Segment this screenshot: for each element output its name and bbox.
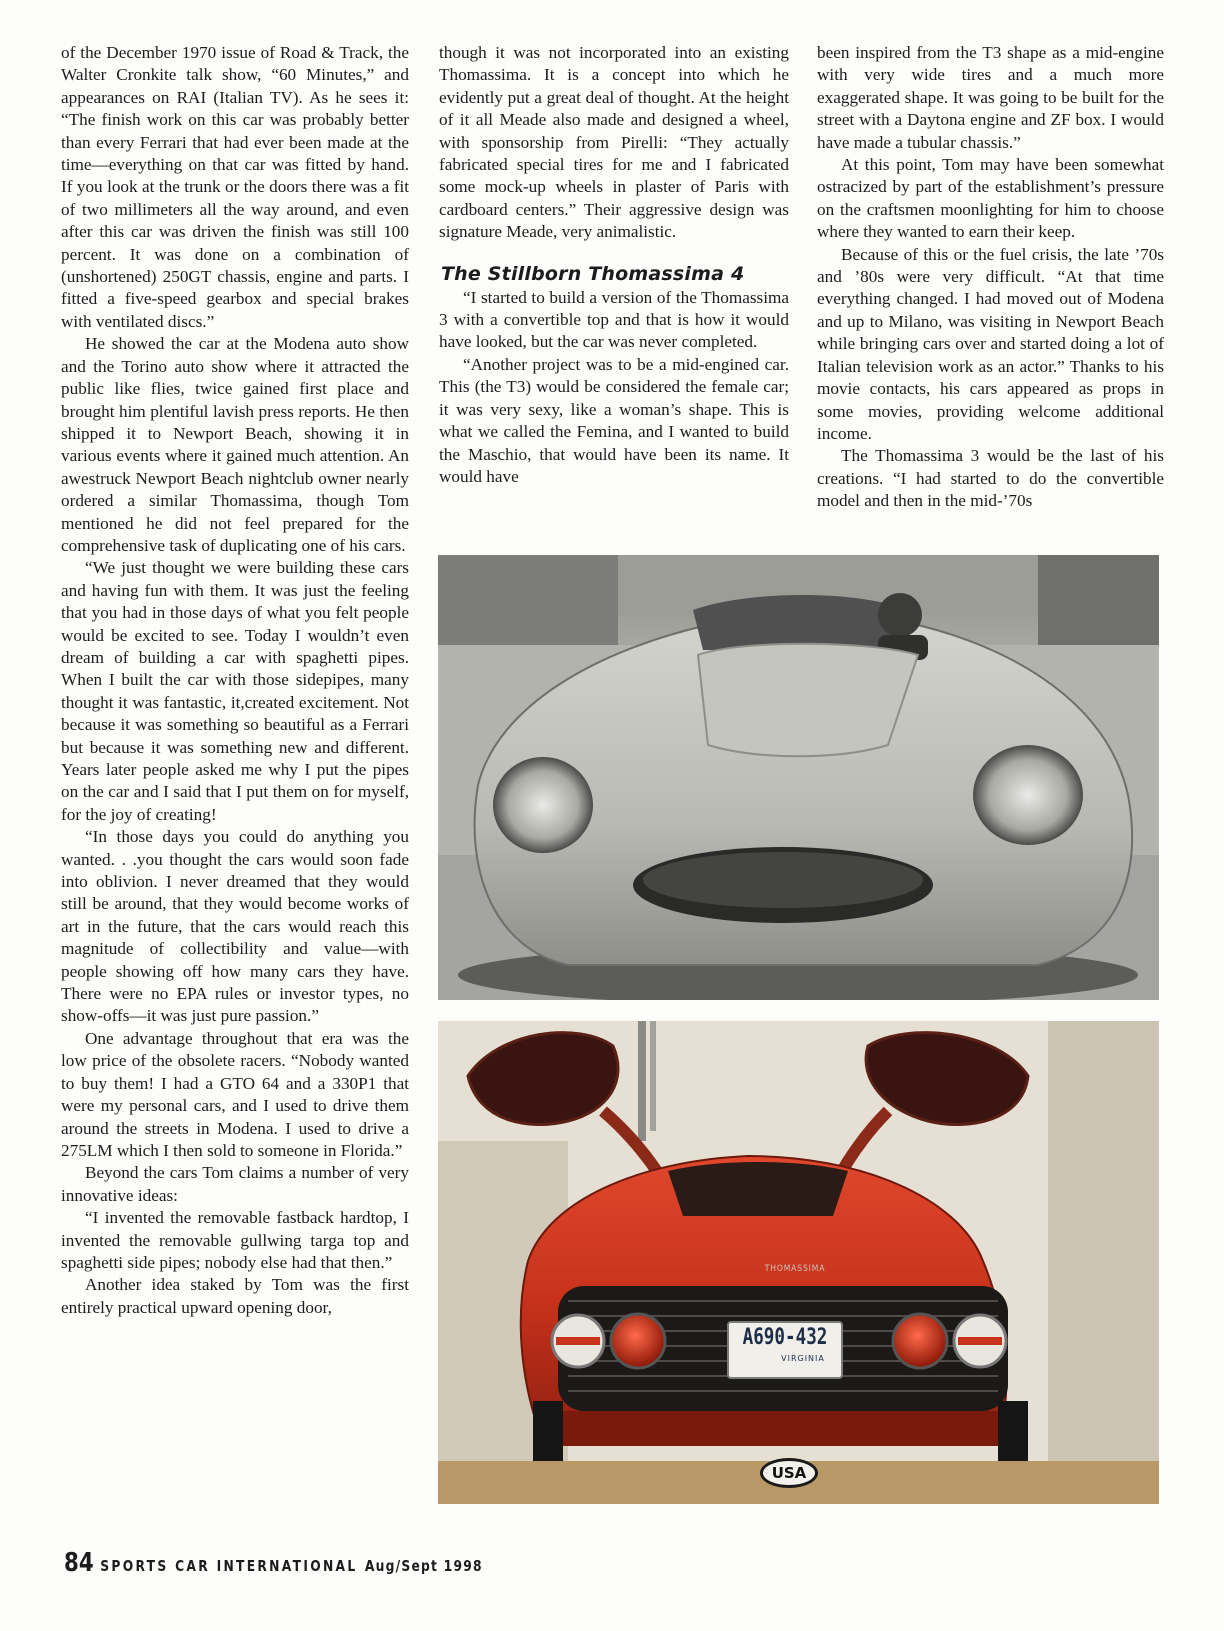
paragraph: Another idea staked by Tom was the first entirely practical upward opening door, [61,1275,409,1317]
paragraph: “In those days you could do anything you wanted. . .you thought the cars would soon fade into oblivion. I never dreamed that they would still be around, that they would become works of art in the future, that the cars would reach this magnitude of collectibility and value—with people showing off how many cars they have. There were no EPA rules or investor types, no show-offs—it was just pure passion.” [61,827,409,1026]
paragraph: “Another project was to be a mid-engined car. This (the T3) would be considered the female car; it was very sexy, like a woman’s shape. This is what we called the Femina, and I wanted to build the Maschio, that would have been its name. It would have [439,354,789,486]
paragraph: been inspired from the T3 shape as a mid-engine with very wide tires and a much more exaggerated shape. It was going to be built for the street with a Daytona engine and ZF box. I would have made a tubular chassis.” [817,43,1164,152]
paragraph: He showed the car at the Modena auto show and the Torino auto show where it attracted the public like flies, twice gained first place and brought him plentiful lavish press reports. He then shipped it to Newport Beach, showing it in various events where it gained much attention. An awestruck Newport Beach nightclub owner nearly ordered a similar Thomassima, though Tom mentioned he did not feel prepared for the comprehensive task of duplicating one of his cars. [61,334,409,555]
paragraph: Beyond the cars Tom claims a number of very innovative ideas: [61,1163,409,1205]
section-subheading: The Stillborn Thomassima 4 [441,262,745,285]
page-number: 84 [64,1548,94,1578]
paragraph: One advantage throughout that era was the low price of the obsolete racers. “Nobody wanted to buy them! I had a GTO 64 and a 330P1 that were my personal cars, and I used to drive them around the streets in Modena. I used to drive a 275LM which I then sold to someone in Florida.” [61,1028,409,1160]
paragraph: though it was not incorporated into an existing Thomassima. It is a concept into which he evidently put a great deal of thought. At the height of it all Meade also made and designed a wheel, with sponsorship from Pirelli: “They actually fabricated special tires for me and I fabricated some mock-up wheels in plaster of Paris with cardboard centers.” Their aggressive design was signature Meade, very animalistic. [439,43,789,242]
article-column-2 [439,42,789,488]
paragraph: “We just thought we were building these cars and having fun with them. It was just the feeling that you had in those days of what you felt people would be excited to see. Today I wouldn’t even dream of building a car with spaghetti pipes. When I built the car with those sidepipes, many thought it was fantastic, it,created excitement. Not because it was something so beautiful as a Ferrari but because it was something new and different. Years later people asked me why I put the pipes on the car and I said that I put them on for myself, for the joy of creating! [61,558,409,824]
rear-badge: THOMASSIMA [764,1264,826,1274]
publication-name: SPORTS CAR INTERNATIONAL [100,1557,358,1575]
usa-oval-badge: USA [760,1458,818,1488]
paragraph: At this point, Tom may have been somewhat ostracized by part of the establishment’s pressure on the craftsmen moonlighting for him to choose where they wanted to earn their keep. [817,155,1164,242]
article-column-1 [61,42,409,1319]
photo-unfinished-convertible [438,555,1159,1000]
paragraph: The Thomassima 3 would be the last of his creations. “I had started to do the convertible model and then in the mid-’70s [817,446,1164,511]
plate-state: VIRGINIA [781,1354,825,1363]
page-footer [64,1548,483,1578]
photo-red-gullwing-rear [438,1021,1159,1504]
issue-date: Aug/Sept 1998 [364,1557,483,1575]
paragraph: Because of this or the fuel crisis, the late ’70s and ’80s were very difficult. “At that time everything changed. I had moved out of Modena and up to Milano, was visiting in Newport Beach while bringing cars over and started doing a lot of Italian television work as an actor.” Thanks to his movie contacts, his cars appeared as props in some movies, providing welcome additional income. [817,244,1164,443]
paragraph: “I invented the removable fastback hardtop, I invented the removable gullwing targa top and spaghetti side pipes; nobody else had that then.” [61,1208,409,1272]
license-plate [727,1321,843,1379]
paragraph: of the December 1970 issue of Road & Track, the Walter Cronkite talk show, “60 Minutes,” and appearances on RAI (Italian TV). As he sees it: “The finish work on this car was probably better than every Ferrari that had ever been made at the time—everything on that car was fitted by hand. If you look at the trunk or the doors there was a fit of two millimeters all the way around, and even after this car was driven the finish was still 100 percent. It was done on a combination of (unshortened) 250GT chassis, engine and parts. I fitted a five-speed gearbox and special brakes with ventilated discs.” [61,43,409,331]
plate-number: A690-432 [742,1325,828,1350]
article-column-3 [817,42,1164,513]
paragraph: “I started to build a version of the Thomassima 3 with a convertible top and that is how it would have looked, but the car was never completed. [439,287,789,352]
